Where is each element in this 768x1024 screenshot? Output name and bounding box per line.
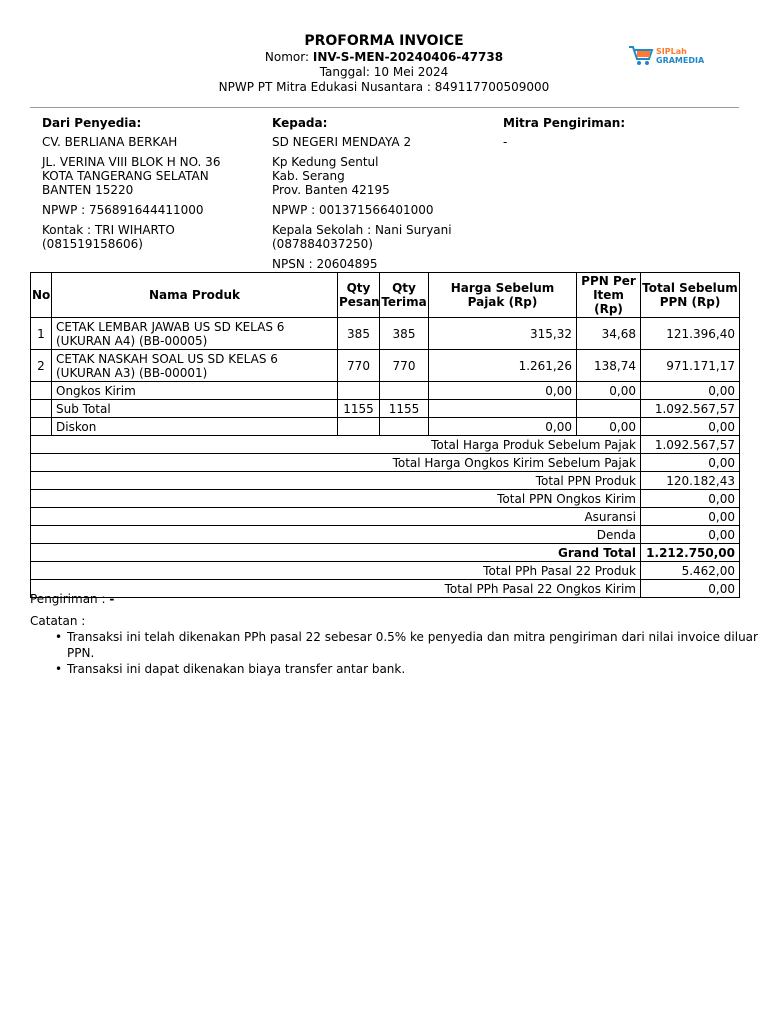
penyedia-address: JL. VERINA VIII BLOK H NO. 36 KOTA TANGERANG SELATAN BANTEN 15220 <box>42 155 221 197</box>
summary-row-denda: Denda 0,00 <box>31 526 740 544</box>
col-header-qty-terima: Qty Terima <box>380 273 429 318</box>
siplah-gramedia-logo <box>628 44 708 70</box>
pengiriman-value: - <box>109 592 115 606</box>
col-header-harga: Harga Sebelum Pajak (Rp) <box>429 273 577 318</box>
penyedia-npwp: NPWP : 756891644411000 <box>42 203 204 217</box>
kepada-npwp: NPWP : 001371566401000 <box>272 203 434 217</box>
invoice-table <box>30 272 740 598</box>
summary-row-ppn-produk: Total PPN Produk 120.182,43 <box>31 472 740 490</box>
kepada-address: Kp Kedung Sentul Kab. Serang Prov. Banten 42195 <box>272 155 390 197</box>
penyedia-contact: Kontak : TRI WIHARTO (081519158606) <box>42 223 175 251</box>
diskon-row: Diskon 0,00 0,00 0,00 <box>31 418 740 436</box>
company-npwp: NPWP PT Mitra Edukasi Nusantara : 849117700509000 <box>218 80 550 94</box>
invoice-number-value: INV-S-MEN-20240406-47738 <box>312 50 504 64</box>
kepada-name: SD NEGERI MENDAYA 2 <box>272 135 412 149</box>
summary-row-ppn-ongkos: Total PPN Ongkos Kirim 0,00 <box>31 490 740 508</box>
kepada-npsn: NPSN : 20604895 <box>272 257 378 271</box>
pengiriman-line: Pengiriman : - <box>30 592 115 606</box>
penyedia-label: Dari Penyedia: <box>42 116 142 130</box>
invoice-number: Nomor: INV-S-MEN-20240406-47738 <box>264 50 504 64</box>
summary-row-total-ongkos: Total Harga Ongkos Kirim Sebelum Pajak 0,00 <box>31 454 740 472</box>
summary-row-pph-ongkos: Total PPh Pasal 22 Ongkos Kirim 0,00 <box>31 580 740 598</box>
col-header-nama: Nama Produk <box>52 273 338 318</box>
table-row: 1 CETAK LEMBAR JAWAB US SD KELAS 6 (UKURAN A4) (BB-00005) 385 385 315,32 34,68 121.396,40 <box>31 318 740 350</box>
summary-row-pph-produk: Total PPh Pasal 22 Produk 5.462,00 <box>31 562 740 580</box>
col-header-qty-pesan: Qty Pesan <box>338 273 380 318</box>
cart-icon <box>628 44 656 68</box>
kepada-principal: Kepala Sekolah : Nani Suryani (087884037250) <box>272 223 452 251</box>
subtotal-row: Sub Total 1155 1155 1.092.567,57 <box>31 400 740 418</box>
header-divider <box>30 107 739 108</box>
mitra-label: Mitra Pengiriman: <box>503 116 626 130</box>
penyedia-block <box>42 116 262 257</box>
col-header-total: Total Sebelum PPN (Rp) <box>641 273 740 318</box>
mitra-value: - <box>503 135 508 149</box>
list-item: • Transaksi ini dapat dikenakan biaya transfer antar bank. <box>67 661 767 677</box>
logo-text-gramedia: GRAMEDIA <box>656 56 705 65</box>
col-header-ppn: PPN Per Item (Rp) <box>577 273 641 318</box>
summary-row-asuransi: Asuransi 0,00 <box>31 508 740 526</box>
table-row: 2 CETAK NASKAH SOAL US SD KELAS 6 (UKURAN A3) (BB-00001) 770 770 1.261,26 138,74 971.171,17 <box>31 350 740 382</box>
ongkos-kirim-row: Ongkos Kirim 0,00 0,00 0,00 <box>31 382 740 400</box>
invoice-title: PROFORMA INVOICE <box>304 33 464 49</box>
catatan-list <box>67 629 767 677</box>
penyedia-name: CV. BERLIANA BERKAH <box>42 135 178 149</box>
kepada-label: Kepada: <box>272 116 328 130</box>
summary-row-total-produk: Total Harga Produk Sebelum Pajak 1.092.567,57 <box>31 436 740 454</box>
logo-text-siplah: SIPLah <box>656 47 687 56</box>
catatan-block <box>30 613 767 677</box>
mitra-block <box>503 116 723 155</box>
summary-row-grand-total: Grand Total 1.212.750,00 <box>31 544 740 562</box>
invoice-date: Tanggal: 10 Mei 2024 <box>319 65 449 79</box>
col-header-no: No <box>31 273 52 318</box>
table-header-row <box>31 273 740 318</box>
kepada-block <box>272 116 492 277</box>
catatan-label: Catatan : <box>30 614 86 628</box>
list-item: • Transaksi ini telah dikenakan PPh pasal 22 sebesar 0.5% ke penyedia dan mitra pengiriman dari nilai invoice diluar PPN. <box>67 629 767 661</box>
